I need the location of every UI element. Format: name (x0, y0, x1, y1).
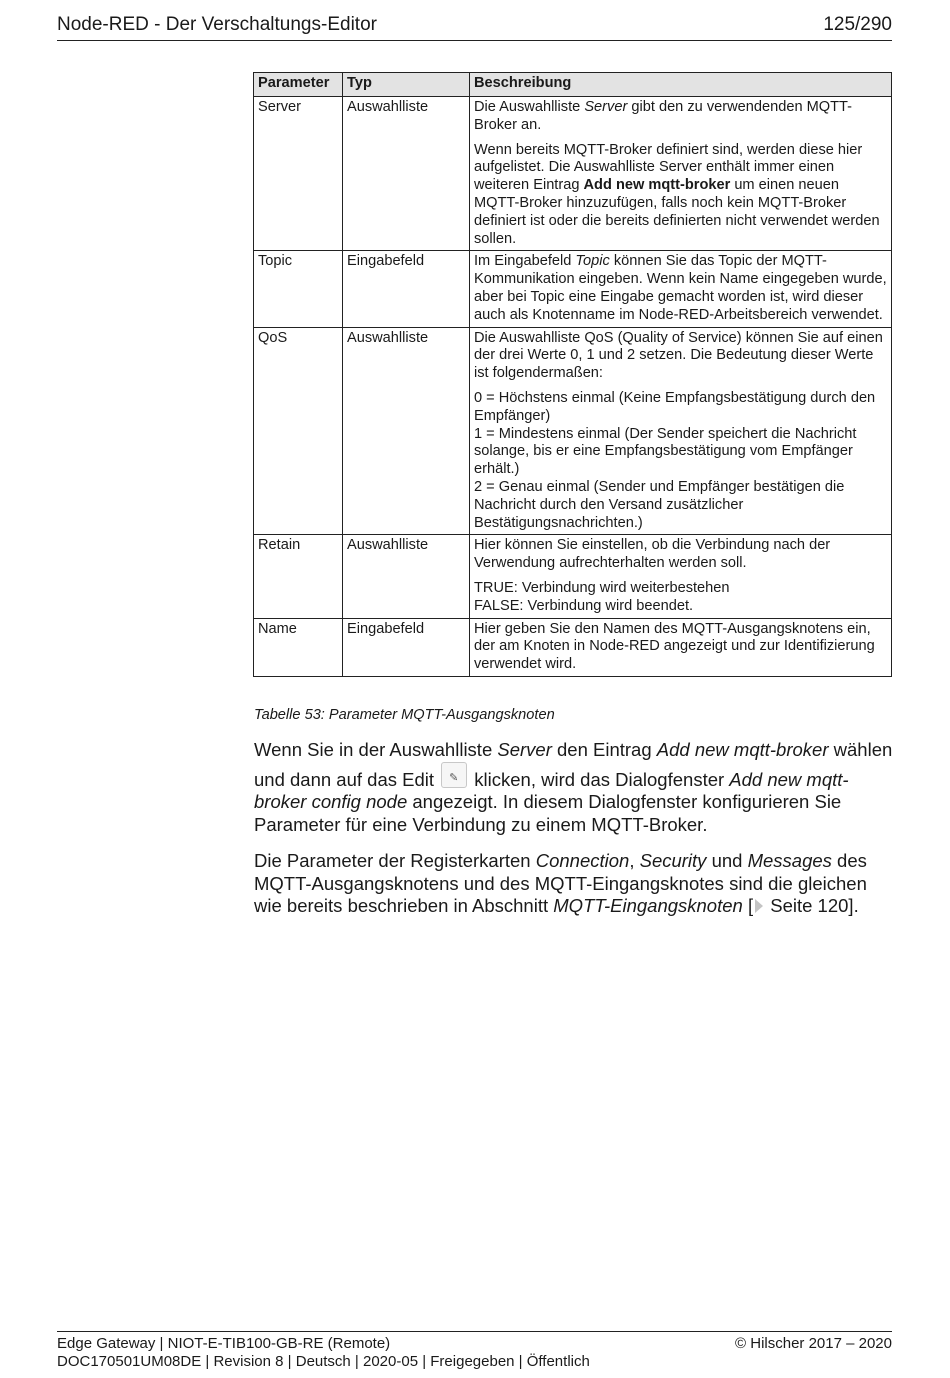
column-header-parameter: Parameter (254, 73, 343, 97)
description-cell: Hier geben Sie den Namen des MQTT-Ausgangsknotens ein, der am Knoten in Node-RED angezeigt und zur Identifizierung verwendet wird. (470, 618, 892, 676)
body-paragraph: Wenn Sie in der Auswahlliste Server den Eintrag Add new mqtt-broker wählen und dann auf das Edit ✎ klicken, wird das Dialogfenster Add new mqtt-broker config node angezeigt. In diesem Dialogfenster konfigurieren Sie Parameter für eine Verbindung zu einem MQTT-Broker. (254, 739, 893, 835)
table-row (254, 251, 892, 327)
cross-reference-arrow-icon (755, 899, 763, 913)
table-row (254, 618, 892, 676)
type-cell: Auswahlliste (343, 327, 470, 535)
retain-true: TRUE: Verbindung wird weiterbestehen (474, 579, 730, 596)
type-cell: Eingabefeld (343, 251, 470, 327)
column-header-beschreibung: Beschreibung (470, 73, 892, 97)
table-row (254, 327, 892, 535)
param-cell: Topic (254, 251, 343, 327)
param-cell: Name (254, 618, 343, 676)
document-title: Node-RED - Der Verschaltungs-Editor (57, 14, 377, 35)
edit-icon: ✎ (441, 762, 467, 788)
type-cell: Eingabefeld (343, 618, 470, 676)
page-header (57, 14, 892, 41)
column-header-typ: Typ (343, 73, 470, 97)
type-cell: Auswahlliste (343, 535, 470, 618)
footer-product: Edge Gateway | NIOT-E-TIB100-GB-RE (Remote) (57, 1335, 391, 1352)
footer-document-info: DOC170501UM08DE | Revision 8 | Deutsch | 2020-05 | Freigegeben | Öffentlich (57, 1353, 590, 1370)
cross-reference-link[interactable]: MQTT-Eingangsknoten (553, 895, 743, 916)
table-caption: Tabelle 53: Parameter MQTT-Ausgangsknoten (254, 707, 555, 723)
table-row (254, 535, 892, 618)
page-footer (57, 1331, 892, 1370)
table-row (254, 97, 892, 251)
qos-value-1: 1 = Mindestens einmal (Der Sender speichert die Nachricht solange, bis er eine Empfangsbestätigung vom Empfänger erhält.) (474, 425, 857, 478)
page-number: 125/290 (823, 14, 892, 35)
retain-false: FALSE: Verbindung wird beendet. (474, 597, 694, 614)
parameter-table (253, 72, 892, 677)
body-paragraph: Die Parameter der Registerkarten Connection, Security und Messages des MQTT-Ausgangsknotens und des MQTT-Eingangsknotes sind die gleichen wie bereits beschrieben in Abschnitt MQTT-Eingangsknoten [ Seite 120]. (254, 850, 867, 916)
param-cell: Retain (254, 535, 343, 618)
description-cell: Hier können Sie einstellen, ob die Verbindung nach der Verwendung aufrechterhalten werden soll. TRUE: Verbindung wird weiterbestehen FALSE: Verbindung wird beendet. (470, 535, 892, 618)
param-cell: Server (254, 97, 343, 251)
footer-copyright: © Hilscher 2017 – 2020 (735, 1335, 892, 1352)
param-cell: QoS (254, 327, 343, 535)
qos-value-2: 2 = Genau einmal (Sender und Empfänger bestätigen die Nachricht durch den Versand zusätzlicher Bestätigungsnachrichten.) (474, 478, 845, 531)
description-cell: Die Auswahlliste QoS (Quality of Service) können Sie auf einen der drei Werte 0, 1 und 2 setzen. Die Bedeutung dieser Werte ist folgendermaßen: 0 = Höchstens einmal (Keine Empfangsbestätigung durch den Empfänger) 1 = Mindestens einmal (Der Sender speichert die Nachricht solange, bis er eine Empfangsbestätigung vom Empfänger erhält.) 2 = Genau einmal (Sender und Empfänger bestätigen die Nachricht durch den Versand zusätzlicher Bestätigungsnachrichten.) (470, 327, 892, 535)
type-cell: Auswahlliste (343, 97, 470, 251)
table-header-row (254, 73, 892, 97)
description-cell: Im Eingabefeld Topic können Sie das Topic der MQTT-Kommunikation eingeben. Wenn kein Name eingegeben wurde, aber bei Topic eine Eingabe gemacht worden ist, wird dieser auch als Knotenname im Node-RED-Arbeitsbereich verwendet. (470, 251, 892, 327)
qos-value-0: 0 = Höchstens einmal (Keine Empfangsbestätigung durch den Empfänger) (474, 389, 876, 424)
cross-reference-page[interactable]: Seite 120]. (765, 895, 859, 916)
description-cell: Die Auswahlliste Server gibt den zu verwendenden MQTT-Broker an. Wenn bereits MQTT-Broker definiert sind, werden diese hier aufgelistet. Die Auswahlliste Server enthält immer einen weiteren Eintrag Add new mqtt-broker um einen neuen MQTT-Broker hinzuzufügen, falls noch kein MQTT-Broker definiert ist oder die bereits definierten nicht verwendet werden sollen. (470, 97, 892, 251)
